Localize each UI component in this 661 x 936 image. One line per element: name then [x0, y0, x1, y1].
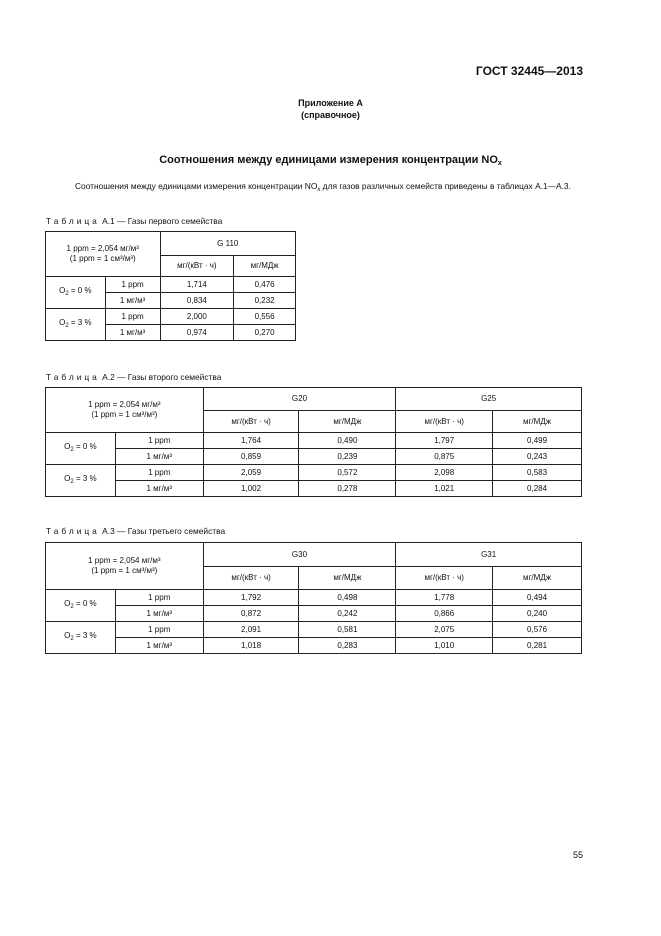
- page-number: 55: [572, 850, 583, 860]
- table3-header-gas2: G31: [396, 543, 582, 567]
- table-row: [46, 277, 296, 293]
- table2-value-cell: 0,859: [203, 449, 299, 465]
- table2-value-cell: 2,098: [396, 465, 493, 481]
- section-heading: [0, 154, 661, 167]
- table-row: [46, 433, 582, 449]
- table2-caption-word: Таблица: [46, 372, 100, 382]
- table3-header-unit: мг/МДж: [299, 567, 396, 590]
- table2-header-line1: 1 ppm = 2,054 мг/м³: [88, 400, 161, 409]
- table-row: [46, 465, 582, 481]
- table-row: [46, 638, 582, 654]
- table2-value-cell: 0,284: [493, 481, 582, 497]
- table3-value-cell: 0,581: [299, 622, 396, 638]
- table1-value-cell: 1,714: [160, 277, 234, 293]
- table3-header-unit: мг/(кВт · ч): [203, 567, 299, 590]
- table3-unit-cell: 1 мг/м³: [115, 638, 203, 654]
- intro-paragraph: [55, 180, 585, 197]
- section-heading-subscript: x: [497, 160, 502, 167]
- table2-header-unit: мг/(кВт · ч): [396, 411, 493, 433]
- table3-caption: [46, 526, 225, 536]
- table2: [45, 387, 582, 497]
- table3-value-cell: 0,281: [493, 638, 582, 654]
- table3-header-unit: мг/МДж: [493, 567, 582, 590]
- table1-header-line2: (1 ppm = 1 см³/м³): [69, 254, 136, 263]
- table-row: [46, 449, 582, 465]
- intro-text-before: Соотношения между единицами измерения концентрации NO: [75, 181, 318, 191]
- table2-value-cell: 0,239: [299, 449, 396, 465]
- table3-value-cell: 1,018: [203, 638, 299, 654]
- table3-value-cell: 1,792: [203, 590, 299, 606]
- table3-caption-word: Таблица: [46, 526, 100, 536]
- table-row: [46, 481, 582, 497]
- appendix-title: [0, 97, 661, 121]
- table3-value-cell: 1,778: [396, 590, 493, 606]
- table3-value-cell: 0,872: [203, 606, 299, 622]
- table2-value-cell: 1,002: [203, 481, 299, 497]
- table3-header-conversion: [46, 543, 204, 590]
- table3-value-cell: 2,075: [396, 622, 493, 638]
- table2-value-cell: 0,583: [493, 465, 582, 481]
- table2-value-cell: 1,764: [203, 433, 299, 449]
- table1: [45, 231, 296, 341]
- table2-header-unit: мг/(кВт · ч): [203, 411, 299, 433]
- table3-value-cell: 0,283: [299, 638, 396, 654]
- table1-header-line1: 1 ppm = 2,054 мг/м³: [66, 244, 139, 253]
- table1-o2-0: $O_2 = 0$ %: [46, 277, 106, 309]
- table2-caption: [46, 372, 221, 382]
- table3-header-line2: (1 ppm = 1 см³/м³): [91, 566, 158, 575]
- table2-value-cell: 1,021: [396, 481, 493, 497]
- table1-unit-cell: 1 ppm: [105, 277, 160, 293]
- table2-header-unit: мг/МДж: [299, 411, 396, 433]
- table1-value-cell: 0,556: [234, 309, 296, 325]
- table2-unit-cell: 1 мг/м³: [115, 481, 203, 497]
- table1-value-cell: 0,834: [160, 293, 234, 309]
- table2-value-cell: 0,243: [493, 449, 582, 465]
- appendix-label: Приложение А: [298, 98, 363, 108]
- table3-o2-3: $O_2 = 3$ %: [46, 622, 116, 654]
- table1-value-cell: 0,476: [234, 277, 296, 293]
- table2-header-gas1: G20: [203, 388, 396, 411]
- table2-unit-cell: 1 ppm: [115, 465, 203, 481]
- table3-value-cell: 0,242: [299, 606, 396, 622]
- table1-header-conversion: [46, 232, 161, 277]
- table1-value-cell: 2,000: [160, 309, 234, 325]
- intro-subscript: x: [317, 187, 321, 193]
- table-row: [46, 590, 582, 606]
- table1-caption: [46, 216, 222, 226]
- document-standard-number: ГОСТ 32445—2013: [475, 64, 583, 78]
- table3-caption-text: А.3 — Газы третьего семейства: [99, 526, 226, 536]
- intro-text-after: для газов различных семейств приведены в таблицах А.1—А.3.: [320, 181, 571, 191]
- table1-o2-3: $O_2 = 3$ %: [46, 309, 106, 341]
- table3-value-cell: 0,576: [493, 622, 582, 638]
- table-row: [46, 309, 296, 325]
- table-row: [46, 622, 582, 638]
- table2-value-cell: 2,059: [203, 465, 299, 481]
- table3-value-cell: 2,091: [203, 622, 299, 638]
- table2-caption-text: А.2 — Газы второго семейства: [99, 372, 222, 382]
- table2-o2-3: $O_2 = 3$ %: [46, 465, 116, 497]
- table2-header-gas2: G25: [396, 388, 582, 411]
- table1-value-cell: 0,974: [160, 325, 234, 341]
- table1-value-cell: 0,232: [234, 293, 296, 309]
- table2-value-cell: 0,875: [396, 449, 493, 465]
- table2-value-cell: 0,572: [299, 465, 396, 481]
- table3-header-line1: 1 ppm = 2,054 мг/м³: [88, 556, 161, 565]
- table3: [45, 542, 582, 654]
- table1-header-unit1: мг/(кВт · ч): [160, 256, 234, 277]
- table3-unit-cell: 1 мг/м³: [115, 606, 203, 622]
- table3-o2-0: $O_2 = 0$ %: [46, 590, 116, 622]
- table2-header-unit: мг/МДж: [493, 411, 582, 433]
- table3-header-gas1: G30: [203, 543, 396, 567]
- table3-value-cell: 0,866: [396, 606, 493, 622]
- table1-header-gas: G 110: [160, 232, 296, 256]
- table2-unit-cell: 1 ppm: [115, 433, 203, 449]
- table2-o2-0: $O_2 = 0$ %: [46, 433, 116, 465]
- table2-unit-cell: 1 мг/м³: [115, 449, 203, 465]
- table3-value-cell: 0,494: [493, 590, 582, 606]
- table3-value-cell: 0,240: [493, 606, 582, 622]
- table2-value-cell: 0,278: [299, 481, 396, 497]
- table2-header-conversion: [46, 388, 204, 433]
- table1-unit-cell: 1 мг/м³: [105, 293, 160, 309]
- table2-value-cell: 0,490: [299, 433, 396, 449]
- table3-unit-cell: 1 ppm: [115, 590, 203, 606]
- table-row: [46, 606, 582, 622]
- table3-value-cell: 0,498: [299, 590, 396, 606]
- table1-unit-cell: 1 ppm: [105, 309, 160, 325]
- table1-value-cell: 0,270: [234, 325, 296, 341]
- table3-value-cell: 1,010: [396, 638, 493, 654]
- table1-caption-text: А.1 — Газы первого семейства: [99, 216, 223, 226]
- table2-header-line2: (1 ppm = 1 см³/м³): [91, 410, 158, 419]
- table2-value-cell: 1,797: [396, 433, 493, 449]
- table1-header-unit2: мг/МДж: [234, 256, 296, 277]
- table3-header-unit: мг/(кВт · ч): [396, 567, 493, 590]
- appendix-status: (справочное): [301, 110, 360, 120]
- table2-value-cell: 0,499: [493, 433, 582, 449]
- section-heading-text: Соотношения между единицами измерения концентрации NO: [159, 154, 498, 166]
- table1-unit-cell: 1 мг/м³: [105, 325, 160, 341]
- table3-unit-cell: 1 ppm: [115, 622, 203, 638]
- table1-caption-word: Таблица: [46, 216, 100, 226]
